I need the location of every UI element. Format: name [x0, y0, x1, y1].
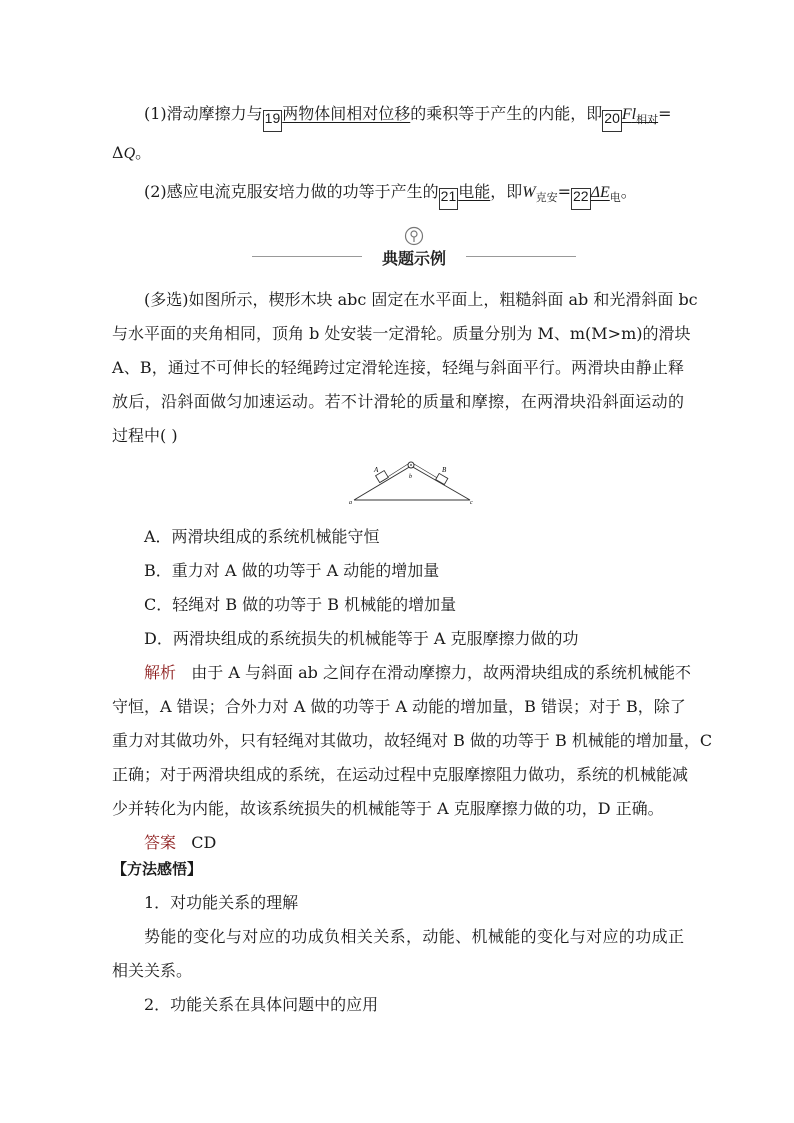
question-line-1: (多选)如图所示，楔形木块 abc 固定在水平面上，粗糙斜面 ab 和光滑斜面 bc — [144, 290, 698, 309]
blank-number-20: 20 — [602, 110, 622, 132]
section-header — [252, 226, 576, 266]
text: ，即 — [490, 182, 523, 201]
method-heading: 【方法感悟】 — [112, 860, 203, 878]
text: = — [557, 182, 572, 201]
rope-left — [386, 464, 408, 478]
blank-number-22: 22 — [571, 188, 591, 210]
text: 的乘积等于产生的内能，即 — [410, 104, 603, 123]
blank-answer-22: ΔE — [590, 184, 610, 201]
text: (1)滑动摩擦力与 — [144, 104, 263, 123]
label-b: b — [409, 474, 412, 480]
paragraph-1-line-2: ΔQ。 — [112, 143, 152, 162]
rope-right — [414, 464, 439, 479]
question-line-3: A、B，通过不可伸长的轻绳跨过定滑轮连接，轻绳与斜面平行。两滑块由静止释 — [112, 358, 684, 377]
slope-bc — [411, 466, 470, 500]
block-B — [436, 473, 448, 484]
wedge-pulley-figure — [348, 458, 476, 506]
method-text-line-2: 相关关系。 — [112, 961, 193, 980]
method-text-line-1: 势能的变化与对应的功成负相关关系，动能、机械能的变化与对应的功成正 — [144, 927, 684, 946]
option-a: A．两滑块组成的系统机械能守恒 — [144, 527, 380, 546]
option-c: C．轻绳对 B 做的功等于 B 机械能的增加量 — [144, 595, 457, 614]
text: 电 — [609, 191, 621, 204]
text: 。 — [620, 182, 637, 201]
answer-label: 答案 — [144, 833, 177, 852]
method-subheading-2: 2．功能关系在具体问题中的应用 — [144, 995, 379, 1014]
pulley-axle — [410, 464, 412, 466]
analysis-label: 解析 — [144, 663, 177, 682]
question-line-4: 放后，沿斜面做匀加速运动。若不计滑轮的质量和摩擦，在两滑块沿斜面运动的 — [112, 392, 684, 411]
analysis-line-2: 守恒，A 错误；合外力对 A 做的功等于 A 动能的增加量，B 错误；对于 B，除了 — [112, 697, 686, 716]
paragraph-1-line-1 — [144, 103, 716, 132]
answer-value: CD — [191, 833, 217, 852]
lightbulb-icon — [404, 226, 424, 246]
question-line-2: 与水平面的夹角相同，顶角 b 处安装一定滑轮。质量分别为 M、m(M>m)的滑块 — [112, 324, 691, 343]
section-title: 典题示例 — [381, 249, 446, 268]
text: W — [522, 184, 536, 201]
label-c: c — [470, 500, 473, 506]
method-subheading-1: 1．对功能关系的理解 — [144, 893, 299, 912]
question-line-5: 过程中( ) — [112, 426, 178, 445]
blank-number-21: 21 — [439, 188, 459, 210]
analysis-line-4: 正确；对于两滑块组成的系统，在运动过程中克服摩擦阻力做功，系统的机械能减 — [112, 765, 689, 784]
blank-answer-21: 电能 — [458, 182, 491, 201]
text: 克安 — [535, 191, 558, 204]
blank-answer-19: 两物体间相对位移 — [282, 104, 411, 123]
label-a: a — [349, 500, 352, 506]
analysis-line-1: 解析 由于 A 与斜面 ab 之间存在滑动摩擦力，故两滑块组成的系统机械能不 — [144, 663, 691, 682]
option-b: B．重力对 A 做的功等于 A 动能的增加量 — [144, 561, 440, 580]
paragraph-2-line-1 — [144, 181, 716, 210]
analysis-line-5: 少并转化为内能，故该系统损失的机械能等于 A 克服摩擦力做的功，D 正确。 — [112, 799, 664, 818]
blank-answer-20: $Fl_{相对}$ — [621, 106, 659, 126]
option-d: D．两滑块组成的系统损失的机械能等于 A 克服摩擦力做的功 — [144, 629, 579, 648]
label-A: A — [374, 466, 379, 474]
answer-line — [144, 832, 716, 854]
label-B: B — [442, 466, 447, 474]
text: = — [658, 104, 672, 123]
blank-number-19: 19 — [263, 110, 283, 132]
text: (2)感应电流克服安培力做的功等于产生的 — [144, 182, 439, 201]
analysis-line-3: 重力对其做功外，只有轻绳对其做功，故轻绳对 B 做的功等于 B 机械能的增加量，C — [112, 731, 713, 750]
header-divider-right — [466, 256, 576, 257]
